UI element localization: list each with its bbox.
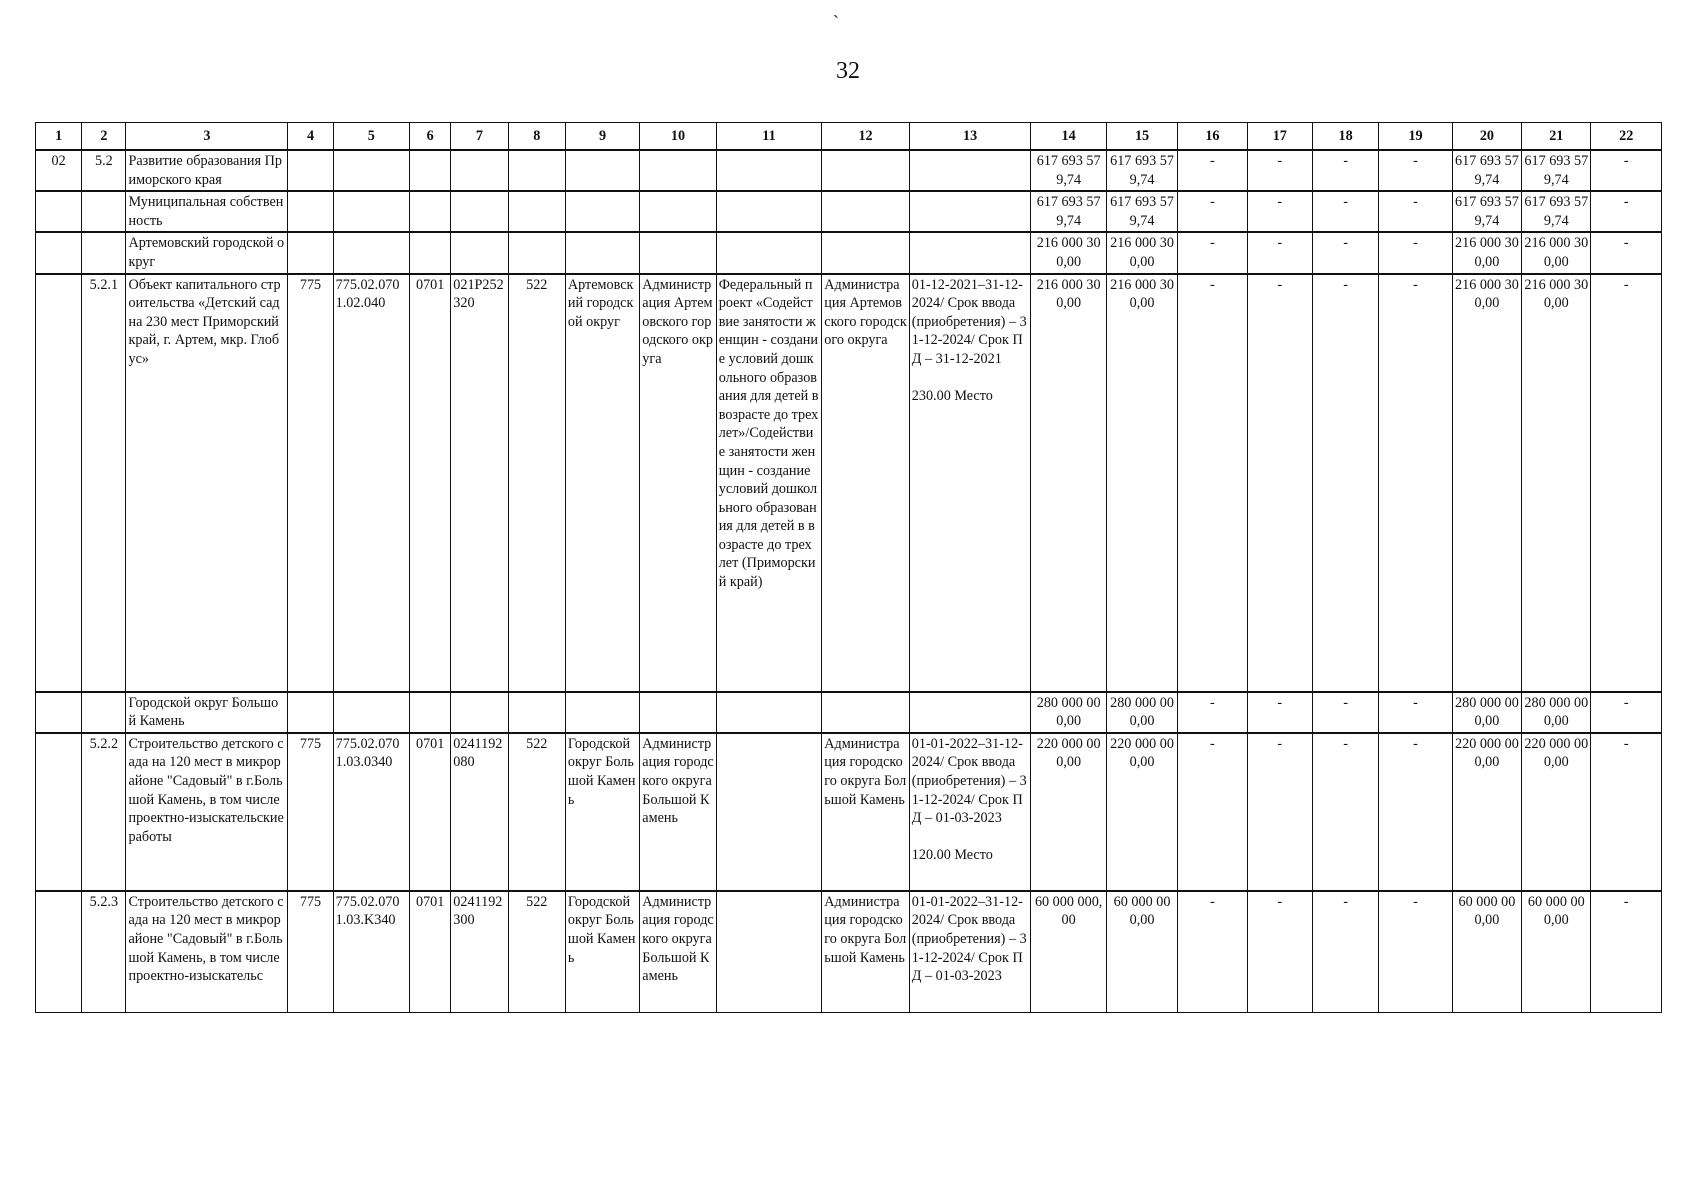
table-cell: - — [1178, 733, 1247, 891]
table-cell: - — [1247, 232, 1312, 273]
column-header: 9 — [565, 123, 639, 151]
column-header: 21 — [1522, 123, 1591, 151]
table-cell — [333, 232, 409, 273]
table-row — [36, 150, 1662, 191]
table-cell: 216 000 300,00 — [1031, 232, 1106, 273]
column-header: 19 — [1379, 123, 1452, 151]
table-cell: 5.2.2 — [82, 733, 126, 891]
table-cell: - — [1178, 191, 1247, 232]
table-cell — [640, 692, 716, 733]
table-cell: - — [1379, 232, 1452, 273]
table-cell: 216 000 300,00 — [1522, 274, 1591, 692]
table-cell: - — [1247, 191, 1312, 232]
table-cell: - — [1591, 274, 1662, 692]
table-cell: Городской округ Большой Камень — [565, 891, 639, 1013]
table-cell: 216 000 300,00 — [1031, 274, 1106, 692]
table-cell — [333, 692, 409, 733]
table-cell: 216 000 300,00 — [1522, 232, 1591, 273]
table-cell: 775 — [288, 274, 333, 692]
table-cell — [36, 692, 82, 733]
table-cell — [36, 733, 82, 891]
table-cell: 216 000 300,00 — [1452, 232, 1521, 273]
column-header: 12 — [822, 123, 909, 151]
table-cell — [716, 150, 822, 191]
table-cell — [640, 232, 716, 273]
table-row — [36, 232, 1662, 273]
table-cell — [508, 150, 565, 191]
table-cell: Муниципальная собственность — [126, 191, 288, 232]
table-cell: - — [1591, 150, 1662, 191]
column-header: 7 — [451, 123, 508, 151]
column-header: 6 — [410, 123, 451, 151]
table-cell: 280 000 000,00 — [1452, 692, 1521, 733]
table-cell — [36, 232, 82, 273]
table-cell: - — [1178, 150, 1247, 191]
table-cell — [565, 150, 639, 191]
table-cell: - — [1312, 891, 1378, 1013]
table-cell — [451, 191, 508, 232]
table-cell: 0241192300 — [451, 891, 508, 1013]
table-cell: Развитие образования Приморского края — [126, 150, 288, 191]
table-cell: 617 693 579,74 — [1106, 150, 1177, 191]
table-cell: - — [1247, 733, 1312, 891]
column-header: 18 — [1312, 123, 1378, 151]
table-cell: 220 000 000,00 — [1106, 733, 1177, 891]
header-row — [36, 123, 1662, 151]
table-cell: 01-12-2021–31-12-2024/ Срок ввода (приобретения) – 31-12-2024/ Срок ПД – 31-12-2021 230.00 Место — [909, 274, 1031, 692]
column-header: 16 — [1178, 123, 1247, 151]
table-cell: 5.2.3 — [82, 891, 126, 1013]
table-cell — [82, 692, 126, 733]
table-row — [36, 733, 1662, 891]
table-cell — [82, 191, 126, 232]
table-cell — [909, 150, 1031, 191]
table-cell — [36, 191, 82, 232]
table-cell — [909, 692, 1031, 733]
table-cell: 216 000 300,00 — [1106, 232, 1177, 273]
table-cell — [640, 191, 716, 232]
table-cell: 220 000 000,00 — [1522, 733, 1591, 891]
table-cell — [451, 232, 508, 273]
table-cell — [410, 150, 451, 191]
table-cell: Администрация городского округа Большой Камень — [822, 891, 909, 1013]
table-cell: 617 693 579,74 — [1522, 150, 1591, 191]
column-header: 8 — [508, 123, 565, 151]
table-cell — [288, 692, 333, 733]
table-cell — [716, 232, 822, 273]
table-cell: Артемовский городской округ — [126, 232, 288, 273]
table-cell: - — [1178, 232, 1247, 273]
table-cell — [822, 692, 909, 733]
table-cell: Администрация Артемовского городского округа — [640, 274, 716, 692]
table-cell: 775 — [288, 733, 333, 891]
table-cell: - — [1591, 232, 1662, 273]
table-cell — [508, 232, 565, 273]
table-cell: - — [1591, 891, 1662, 1013]
table-cell: - — [1591, 692, 1662, 733]
table-cell: 220 000 000,00 — [1031, 733, 1106, 891]
table-cell: 216 000 300,00 — [1452, 274, 1521, 692]
table-cell — [909, 191, 1031, 232]
table-cell — [716, 733, 822, 891]
page-number: 32 — [836, 58, 860, 84]
table-cell — [565, 692, 639, 733]
column-header: 14 — [1031, 123, 1106, 151]
table-cell: Федеральный проект «Содействие занятости женщин - создание условий дошкольного образования для детей в возрасте до трех лет»/Содействие занятости женщин - создание условий дошкольного образования для детей в возрасте до трех лет (Приморский край) — [716, 274, 822, 692]
table-cell — [410, 232, 451, 273]
table-cell: 60 000 000,00 — [1031, 891, 1106, 1013]
table-cell — [333, 191, 409, 232]
table-cell: Администрация городского округа Большой Камень — [640, 733, 716, 891]
column-header: 22 — [1591, 123, 1662, 151]
table-cell — [288, 150, 333, 191]
table-cell — [36, 274, 82, 692]
table-cell: Администрация городского округа Большой Камень — [640, 891, 716, 1013]
table-cell — [565, 191, 639, 232]
table-cell — [822, 191, 909, 232]
table-cell — [822, 232, 909, 273]
table-cell: 617 693 579,74 — [1452, 150, 1521, 191]
table-cell: 522 — [508, 891, 565, 1013]
table-cell: 220 000 000,00 — [1452, 733, 1521, 891]
table-cell: - — [1312, 232, 1378, 273]
tick-mark: ` — [833, 12, 839, 32]
table-row — [36, 274, 1662, 692]
table-cell: 617 693 579,74 — [1106, 191, 1177, 232]
column-header: 11 — [716, 123, 822, 151]
table-cell: Администрация Артемовского городского округа — [822, 274, 909, 692]
column-header: 13 — [909, 123, 1031, 151]
table-cell: - — [1247, 692, 1312, 733]
table-cell: 02 — [36, 150, 82, 191]
table-cell: Объект капитального строительства «Детский сад на 230 мест Приморский край, г. Артем, мкр. Глобус» — [126, 274, 288, 692]
table-cell — [36, 891, 82, 1013]
table-cell — [716, 891, 822, 1013]
table-cell: - — [1312, 150, 1378, 191]
table-cell — [333, 150, 409, 191]
table-cell: - — [1591, 191, 1662, 232]
table-cell: - — [1312, 191, 1378, 232]
table-cell: Городской округ Большой Камень — [126, 692, 288, 733]
table-cell: 0241192080 — [451, 733, 508, 891]
table-cell: 617 693 579,74 — [1031, 150, 1106, 191]
column-header: 20 — [1452, 123, 1521, 151]
table-cell: 775.02.0701.03.K340 — [333, 891, 409, 1013]
table-cell: - — [1379, 733, 1452, 891]
table-cell: 280 000 000,00 — [1106, 692, 1177, 733]
table-cell: - — [1178, 692, 1247, 733]
table-cell: 60 000 000,00 — [1522, 891, 1591, 1013]
table-cell: - — [1379, 692, 1452, 733]
table-row — [36, 191, 1662, 232]
table-cell: 5.2.1 — [82, 274, 126, 692]
table-cell: Администрация городского округа Большой Камень — [822, 733, 909, 891]
table-cell: 60 000 000,00 — [1106, 891, 1177, 1013]
table-cell: 0701 — [410, 733, 451, 891]
column-header: 2 — [82, 123, 126, 151]
table-cell: 60 000 000,00 — [1452, 891, 1521, 1013]
table-cell: 617 693 579,74 — [1452, 191, 1521, 232]
table-cell: Строительство детского сада на 120 мест в микрорайоне "Садовый" в г.Большой Камень, в том числе проектно-изыскательские работы — [126, 733, 288, 891]
table-cell — [508, 191, 565, 232]
table-cell: 617 693 579,74 — [1522, 191, 1591, 232]
table-cell: - — [1312, 733, 1378, 891]
table-cell: 5.2 — [82, 150, 126, 191]
table-cell: - — [1312, 692, 1378, 733]
table-cell: - — [1247, 150, 1312, 191]
table-cell: - — [1178, 891, 1247, 1013]
table-cell — [822, 150, 909, 191]
column-header: 5 — [333, 123, 409, 151]
table-cell: 0701 — [410, 891, 451, 1013]
table-cell: Артемовский городской округ — [565, 274, 639, 692]
table-cell: 280 000 000,00 — [1031, 692, 1106, 733]
table-cell — [410, 191, 451, 232]
table-cell: 01-01-2022–31-12-2024/ Срок ввода (приобретения) – 31-12-2024/ Срок ПД – 01-03-2023 120.00 Место — [909, 733, 1031, 891]
table-cell: - — [1379, 150, 1452, 191]
table-cell: 216 000 300,00 — [1106, 274, 1177, 692]
table-cell: Строительство детского сада на 120 мест в микрорайоне "Садовый" в г.Большой Камень, в том числе проектно-изыскательс — [126, 891, 288, 1013]
investment-table — [35, 122, 1662, 1013]
table-cell — [288, 232, 333, 273]
column-header: 10 — [640, 123, 716, 151]
table-cell: 01-01-2022–31-12-2024/ Срок ввода (приобретения) – 31-12-2024/ Срок ПД – 01-03-2023 — [909, 891, 1031, 1013]
table-cell: - — [1379, 891, 1452, 1013]
table-cell — [716, 191, 822, 232]
table-cell — [451, 692, 508, 733]
table-cell: - — [1591, 733, 1662, 891]
table-row — [36, 692, 1662, 733]
table-cell — [410, 692, 451, 733]
table-cell — [508, 692, 565, 733]
table-cell — [288, 191, 333, 232]
table-cell: Городской округ Большой Камень — [565, 733, 639, 891]
table-cell: 280 000 000,00 — [1522, 692, 1591, 733]
column-header: 17 — [1247, 123, 1312, 151]
table-cell: - — [1379, 274, 1452, 692]
table-cell — [909, 232, 1031, 273]
table-cell: - — [1379, 191, 1452, 232]
table-cell: 775 — [288, 891, 333, 1013]
table-row — [36, 891, 1662, 1013]
table-cell: - — [1247, 274, 1312, 692]
table-cell: 522 — [508, 274, 565, 692]
table-cell: 775.02.0701.03.0340 — [333, 733, 409, 891]
table-cell: 522 — [508, 733, 565, 891]
table-cell: 775.02.0701.02.040 — [333, 274, 409, 692]
table-cell: 617 693 579,74 — [1031, 191, 1106, 232]
table-cell: 0701 — [410, 274, 451, 692]
column-header: 3 — [126, 123, 288, 151]
column-header: 1 — [36, 123, 82, 151]
table-cell — [82, 232, 126, 273]
table-cell — [451, 150, 508, 191]
table-cell — [716, 692, 822, 733]
table-cell — [565, 232, 639, 273]
table-cell — [640, 150, 716, 191]
table-cell: - — [1178, 274, 1247, 692]
table-cell: - — [1312, 274, 1378, 692]
column-header: 4 — [288, 123, 333, 151]
table-cell: - — [1247, 891, 1312, 1013]
table-cell: 021P252320 — [451, 274, 508, 692]
column-header: 15 — [1106, 123, 1177, 151]
